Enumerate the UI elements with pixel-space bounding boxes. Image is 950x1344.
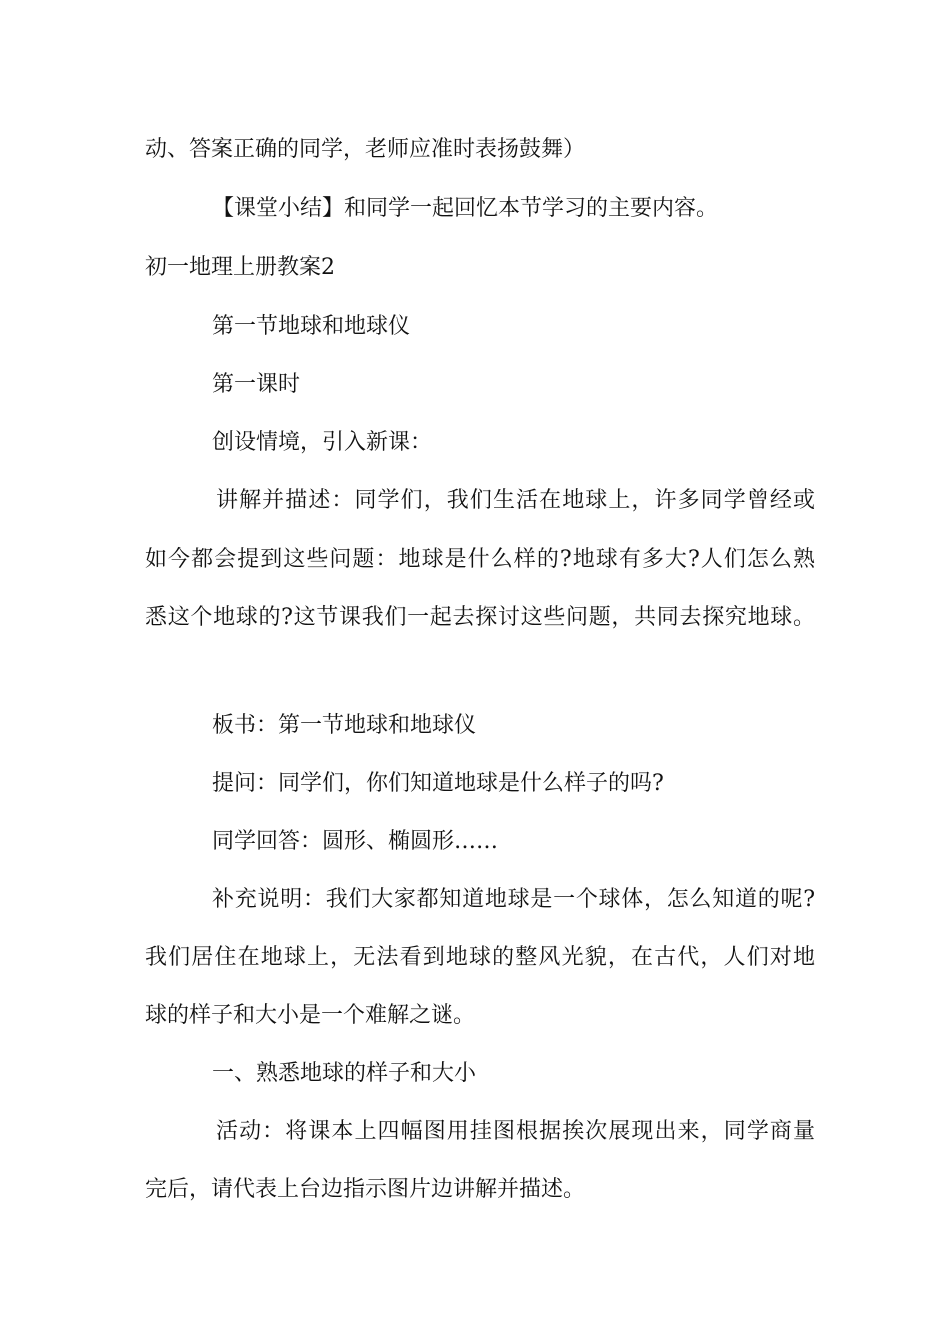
text-line-15: 球的样子和大小是一个难解之谜。 <box>145 1003 476 1028</box>
text-line-14: 我们居住在地球上，无法看到地球的整风光貌，在古代，人们对地 <box>145 945 815 970</box>
text-line-16: 一、熟悉地球的样子和大小 <box>212 1061 477 1086</box>
text-line-6: 创设情境，引入新课： <box>212 430 433 455</box>
text-line-8: 如今都会提到这些问题：地球是什么样的?地球有多大?人们怎么熟 <box>145 547 815 572</box>
text-line-18: 完后，请代表上台边指示图片边讲解并描述。 <box>145 1177 586 1202</box>
text-line-10: 板书：第一节地球和地球仪 <box>212 713 477 738</box>
text-line-17: 活动：将课本上四幅图用挂图根据挨次展现出来，同学商量 <box>216 1119 815 1144</box>
text-line-7: 讲解并描述：同学们，我们生活在地球上，许多同学曾经或 <box>216 488 815 513</box>
text-line-5: 第一课时 <box>212 372 301 397</box>
text-line-12: 同学回答：圆形、椭圆形…… <box>212 829 499 854</box>
text-line-13: 补充说明：我们大家都知道地球是一个球体，怎么知道的呢? <box>212 887 815 912</box>
text-line-11: 提问：同学们，你们知道地球是什么样子的吗? <box>212 771 664 796</box>
text-line-1: 动、答案正确的同学，老师应准时表扬鼓舞） <box>145 137 586 162</box>
text-line-9: 悉这个地球的?这节课我们一起去探讨这些问题，共同去探究地球。 <box>145 605 815 630</box>
text-line-4: 第一节地球和地球仪 <box>212 314 411 339</box>
text-line-2: 【课堂小结】和同学一起回忆本节学习的主要内容。 <box>212 196 719 221</box>
text-line-3: 初一地理上册教案2 <box>145 255 335 280</box>
